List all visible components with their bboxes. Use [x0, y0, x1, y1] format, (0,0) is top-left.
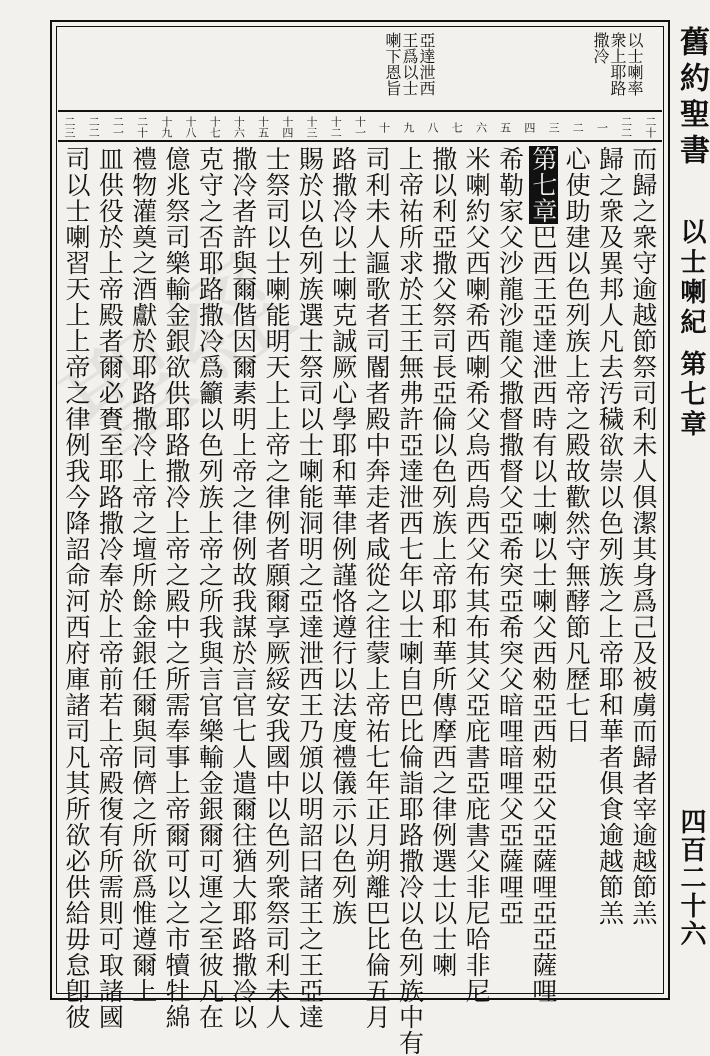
- text-column: [195, 146, 225, 1030]
- head-note-1: [592, 32, 642, 110]
- text-column: [228, 146, 258, 1030]
- verse-marker: 二十: [643, 116, 657, 138]
- column-text: 禮物灌奠之酒獻於耶路撒冷上帝之壇所餘金銀任爾與同儕之所欲爲惟遵爾上: [128, 146, 158, 1004]
- text-column: [128, 146, 158, 1004]
- verse-marker: 二一: [111, 116, 125, 138]
- verse-marker: 五: [498, 121, 512, 133]
- column-text: 心使助建以色列族上帝之殿故歡然守無酵節凡歷七日: [562, 146, 592, 744]
- text-column: [328, 146, 358, 992]
- verse-marker: 十六: [232, 116, 246, 138]
- column-text: 米喇約父西喇希西喇希父烏西烏西父布其布其父亞庇書亞庇書父非尼哈非尼: [462, 146, 492, 1004]
- head-note-line: 王爲以士: [400, 32, 419, 96]
- page-number: 四百二十六: [676, 808, 706, 948]
- text-column: [628, 146, 658, 992]
- column-text: 克守之否耶路撒冷爲籲以色列族上帝之所我與言官樂輸金銀爾可運之至彼凡在: [195, 146, 225, 1030]
- head-note-line: 撒冷: [591, 32, 610, 64]
- verse-marker: 十一: [353, 116, 367, 138]
- column-text: 億兆祭司樂輸金銀欲供耶路撒冷上帝之殿中之所需奉事上帝爾可以之市犢牡綿: [162, 146, 192, 1030]
- verse-marker: 三: [547, 121, 561, 133]
- column-text: 歸之衆及異邦人凡去汚穢欲崇以色列族之上帝耶和華者俱食逾越節羔: [595, 146, 625, 926]
- column-text: 巴西王亞達泄西時有以士喇以士喇父西勑亞西勑亞父亞薩哩亞亞薩哩: [528, 224, 558, 1004]
- text-column: [162, 146, 192, 1030]
- text-column: [528, 146, 558, 1004]
- verse-marker: 四: [522, 121, 536, 133]
- verse-marker: 十五: [256, 116, 270, 138]
- head-note-line: 亞達泄西: [417, 32, 436, 96]
- verse-marker: 十九: [159, 116, 173, 138]
- book-name: 以士喇紀: [676, 218, 706, 338]
- verse-marker: 二三: [63, 116, 76, 138]
- verse-marker: 十三: [305, 116, 319, 138]
- chapter-label: 第七章: [676, 350, 706, 440]
- text-column: [395, 146, 425, 1056]
- body-text: [62, 146, 658, 1056]
- column-text: 撒以利亞撒父祭司長亞倫以色列族上帝耶和華所傳摩西之律例選士以士喇: [428, 146, 458, 978]
- column-text: 撒冷者許與爾偕因爾素明上帝之律例故我謀於言官七人遣爾往猶大耶路撒冷以: [228, 146, 258, 1030]
- head-notes: [58, 28, 662, 110]
- head-note-2: [384, 32, 434, 110]
- column-text: 司利未人謳歌者司閽者殿中奔走者咸從之往蒙上帝祐七年正月朔離巴比倫五月: [362, 146, 392, 1030]
- text-column: [462, 146, 492, 1004]
- column-text: 士祭司以士喇能明天上上帝之律例者願爾享厥綏安我國中以色列衆祭司利未人: [262, 146, 292, 1030]
- verse-markers: [58, 112, 662, 142]
- column-text: 賜於以色列族選士祭司以士喇能洞明之亞達泄西王乃頒以明詔曰諸王之王亞達: [295, 146, 325, 1030]
- head-note-line: 衆上耶路: [608, 32, 627, 96]
- markers-divider: [58, 140, 662, 142]
- text-column: [595, 146, 625, 992]
- verse-marker: 十: [377, 121, 391, 133]
- verse-marker: 一: [595, 121, 609, 133]
- verse-marker: 十四: [280, 116, 294, 138]
- column-text: 希勒家父沙龍沙龍父撒督撒督父亞希突亞希突父暗哩暗哩父亞薩哩亞: [495, 146, 525, 926]
- text-column: [95, 146, 125, 1030]
- text-column: [362, 146, 392, 1030]
- head-note-line: 喇下恩旨: [383, 32, 402, 96]
- verse-marker: 二十: [135, 116, 149, 138]
- verse-marker: 六: [474, 121, 488, 133]
- verse-marker: 二二: [619, 116, 633, 138]
- column-text: 司以士喇習天上上帝之律例我今降詔命河西府庫諸司凡其所欲必供給毋怠卽彼: [62, 146, 91, 1030]
- watermark: 聖經: [41, 233, 318, 486]
- column-text: 路撒冷以士喇克誠厥心學耶和華律例謹恪遵行以法度禮儀示以色列族: [328, 146, 358, 926]
- verse-marker: 二二: [87, 116, 101, 138]
- book-title: 舊約聖書: [674, 26, 709, 170]
- verse-marker: 十二: [329, 116, 343, 138]
- text-column: [295, 146, 325, 1030]
- text-column: [495, 146, 525, 992]
- verse-marker: 二: [571, 121, 585, 133]
- verse-marker: 七: [450, 121, 464, 133]
- verse-marker: 十八: [184, 116, 198, 138]
- column-text: 上帝祐所求於王王無弗許亞達泄西七年以士喇自巴比倫詣耶路撒冷以色列族中有: [395, 146, 425, 1056]
- head-note-line: 以士喇率: [625, 32, 644, 96]
- text-column: [562, 146, 592, 992]
- text-column: [62, 146, 91, 1030]
- verse-marker: 九: [401, 121, 415, 133]
- text-column: [428, 146, 458, 992]
- column-text: 而歸之衆守逾越節祭司利未人俱潔其身爲己及被虜而歸者宰逾越節羔: [628, 146, 658, 926]
- column-text: 皿供役於上帝殿者爾必賚至耶路撒冷奉於上帝前若上帝殿復有所需則可取諸國: [95, 146, 125, 1030]
- text-column: [262, 146, 292, 1030]
- verse-marker: 八: [426, 121, 440, 133]
- chapter-heading: 第七章: [528, 146, 558, 224]
- verse-marker: 十七: [208, 116, 222, 138]
